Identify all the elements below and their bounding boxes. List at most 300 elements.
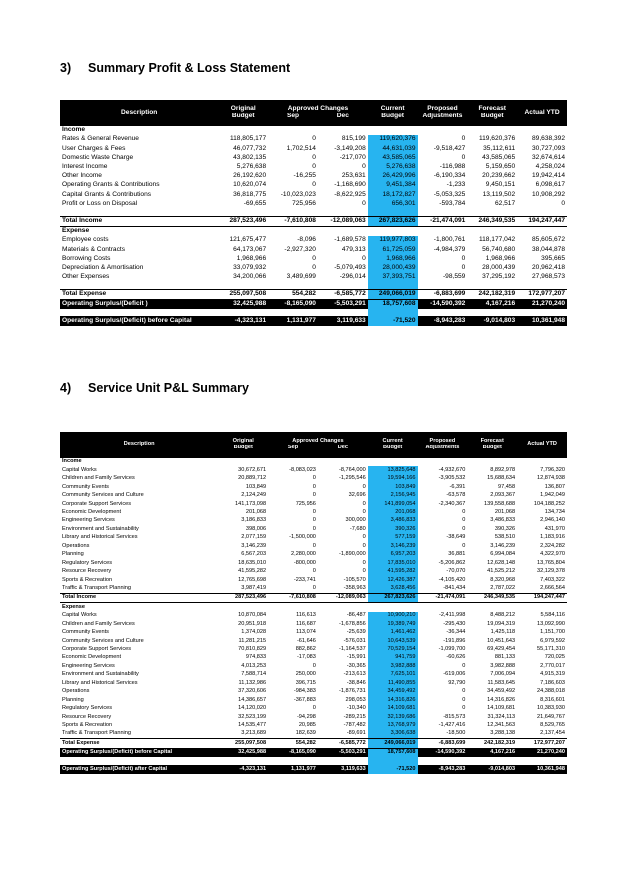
table-row (60, 629, 567, 637)
col-header-approved-changes: Approved Changes (268, 432, 368, 445)
table-row (60, 500, 567, 508)
category-label-income: Income (62, 458, 82, 465)
forecast-budget-cell: 41,525,212 (487, 568, 516, 575)
row-label: Traffic & Transport Planning (62, 584, 132, 591)
table-row (60, 273, 567, 282)
row-label: Operating Surplus/(Deficit) before Capital (60, 748, 218, 757)
actual-ytd-cell: 194,247,447 (517, 594, 567, 603)
forecast-budget-cell: 15,688,634 (487, 475, 516, 482)
dec-change-cell: 3,119,633 (318, 765, 368, 773)
current-budget-cell (368, 309, 418, 316)
original-budget-cell (218, 209, 268, 217)
row-label: Community Events (62, 483, 109, 490)
actual-ytd-cell: 55,171,310 (537, 646, 565, 653)
forecast-budget-cell: 37,295,192 (482, 273, 516, 281)
actual-ytd-cell: 19,942,414 (531, 172, 565, 180)
actual-ytd-cell: 1,942,049 (540, 492, 565, 499)
forecast-budget-cell: 4,167,216 (467, 748, 517, 757)
current-budget-cell: 267,823,626 (368, 594, 418, 603)
current-budget-cell: -71,520 (368, 765, 418, 773)
table-row (60, 688, 567, 696)
current-budget-cell: 141,899,054 (368, 500, 418, 508)
dec-change-cell: 300,000 (345, 517, 366, 524)
forecast-budget-cell: 246,349,535 (467, 216, 517, 226)
row-label: Depreciation & Amortisation (62, 263, 144, 271)
row-label: Regulatory Services (62, 705, 113, 712)
proposed-adjustment-cell: -70,070 (446, 568, 466, 575)
sep-change-cell: 0 (312, 584, 316, 591)
current-budget-cell: 14,109,681 (368, 705, 418, 713)
forecast-budget-cell (467, 209, 517, 217)
original-budget-cell: 4,013,253 (241, 662, 267, 669)
col-header-original-2: Budget (218, 445, 268, 458)
dec-change-cell: 0 (362, 500, 366, 507)
col-header-forecast-2: Budget (467, 113, 517, 126)
spacer-row (60, 309, 567, 316)
original-budget-cell: 3,146,239 (241, 542, 267, 549)
forecast-budget-cell: 881,133 (494, 654, 516, 661)
proposed-adjustment-cell: -1,800,761 (433, 236, 466, 244)
dec-change-cell: -10,340 (346, 705, 366, 712)
forecast-budget-cell: 4,167,216 (467, 300, 517, 310)
proposed-adjustment-cell: -6,391 (449, 483, 466, 490)
current-budget-cell: 26,429,996 (368, 172, 418, 181)
col-header-forecast-2: Budget (467, 445, 517, 458)
original-budget-cell: 7,588,714 (241, 671, 267, 678)
sep-change-cell: -8,096 (297, 236, 316, 244)
original-budget-cell: 287,523,496 (218, 594, 268, 603)
forecast-budget-cell: 5,159,650 (485, 163, 516, 171)
current-budget-cell: 41,595,282 (368, 568, 418, 576)
dec-change-cell: 0 (362, 254, 366, 262)
proposed-adjustment-cell: -4,105,420 (438, 576, 466, 583)
col-header-actual-ytd: Actual YTD (517, 100, 567, 126)
forecast-budget-cell: 246,349,535 (467, 594, 517, 603)
dec-change-cell: -38,846 (346, 679, 366, 686)
sep-change-cell (268, 282, 318, 290)
table-row (60, 475, 567, 483)
table-row (60, 654, 567, 662)
actual-ytd-cell (517, 757, 567, 765)
col-header-forecast: Forecast (467, 432, 517, 445)
original-budget-cell: 255,097,508 (218, 739, 268, 748)
sep-change-cell: -10,023,023 (280, 190, 316, 198)
row-label: Total Expense (60, 290, 218, 300)
table-row (60, 254, 567, 263)
actual-ytd-cell: 32,674,614 (531, 153, 565, 161)
sep-change-cell: 0 (312, 568, 316, 575)
dec-change-cell: 815,199 (341, 135, 366, 143)
forecast-budget-cell: 8,320,968 (490, 576, 516, 583)
table-row (60, 551, 567, 559)
original-budget-cell: 37,320,606 (238, 688, 267, 695)
proposed-adjustment-cell: 0 (461, 254, 466, 262)
proposed-adjustment-cell: -5,053,325 (433, 190, 466, 198)
dec-change-cell: 0 (362, 163, 366, 171)
actual-ytd-cell: 2,666,564 (540, 584, 565, 591)
current-budget-cell: 17,835,010 (368, 559, 418, 567)
original-budget-cell: 26,192,620 (233, 172, 267, 180)
table-row (60, 559, 567, 567)
actual-ytd-cell: 5,584,116 (540, 612, 565, 619)
row-label: Environment and Sustainability (62, 671, 139, 678)
forecast-budget-cell: 8,892,978 (490, 466, 516, 473)
sep-change-cell: 0 (312, 181, 316, 189)
original-budget-cell: -4,323,131 (218, 316, 268, 325)
proposed-adjustment-cell: -2,340,367 (438, 500, 466, 507)
dec-change-cell: -8,622,925 (334, 190, 366, 198)
forecast-budget-cell: 13,119,502 (482, 190, 516, 198)
current-budget-cell: -71,520 (368, 316, 418, 325)
original-budget-cell (218, 282, 268, 290)
forecast-budget-cell: 242,182,319 (467, 290, 517, 300)
original-budget-cell: 20,951,918 (238, 620, 267, 627)
section-4-title-text: Service Unit P&L Summary (88, 381, 249, 395)
actual-ytd-cell: 27,968,573 (531, 273, 565, 281)
table-row (60, 713, 567, 721)
dec-change-cell (318, 309, 368, 316)
sep-change-cell (268, 209, 318, 217)
current-budget-cell: 201,068 (368, 509, 418, 517)
col-header-description: Description (60, 100, 218, 126)
table-row (60, 172, 567, 181)
row-label: Domestic Waste Charge (62, 153, 134, 161)
dec-change-cell: -8,764,000 (338, 466, 366, 473)
original-budget-cell: 43,802,135 (233, 153, 267, 161)
dec-change-cell: -86,487 (346, 612, 366, 619)
row-label: Capital Grants & Contributions (62, 190, 152, 198)
forecast-budget-cell: 97,458 (498, 483, 516, 490)
forecast-budget-cell: 139,558,688 (484, 500, 516, 507)
original-budget-cell: 41,595,282 (238, 568, 267, 575)
sep-change-cell: 0 (312, 705, 316, 712)
proposed-adjustment-cell: 0 (462, 525, 466, 532)
actual-ytd-cell: 172,977,207 (517, 290, 567, 300)
actual-ytd-cell: 89,638,392 (531, 135, 565, 143)
table-row (60, 542, 567, 550)
surplus-after-capital-row (60, 765, 567, 773)
actual-ytd-cell: 10,908,292 (531, 190, 565, 198)
col-header-sep: Sep (268, 445, 318, 458)
forecast-budget-cell: 8,488,212 (490, 612, 516, 619)
dec-change-cell: -1,890,000 (338, 551, 366, 558)
proposed-adjustment-cell: 0 (462, 705, 466, 712)
forecast-budget-cell: 1,968,966 (485, 254, 516, 262)
original-budget-cell: 46,077,732 (233, 144, 267, 152)
sep-change-cell: 116,687 (296, 620, 316, 627)
forecast-budget-cell: 31,324,113 (487, 713, 516, 720)
proposed-adjustment-cell: -21,474,091 (418, 594, 468, 603)
sep-change-cell: 0 (312, 525, 316, 532)
forecast-budget-cell: 11,583,645 (487, 679, 516, 686)
original-budget-cell: 32,425,988 (218, 748, 268, 757)
current-budget-cell: 2,156,945 (368, 492, 418, 500)
table-row (60, 526, 567, 534)
original-budget-cell: 2,077,159 (241, 534, 267, 541)
table-row (60, 637, 567, 645)
current-budget-cell: 44,631,039 (368, 144, 418, 153)
actual-ytd-cell: 0 (561, 199, 565, 207)
dec-change-cell: 479,313 (341, 245, 366, 253)
row-label: Total Expense (60, 739, 218, 748)
forecast-budget-cell: 119,620,376 (478, 135, 516, 143)
dec-change-cell: -6,585,772 (318, 290, 368, 300)
forecast-budget-cell: 62,517 (494, 199, 516, 207)
original-budget-cell: -69,655 (243, 199, 267, 207)
col-header-proposed: Proposed (418, 432, 468, 445)
original-budget-cell: 36,818,775 (233, 190, 267, 198)
current-budget-cell: 18,172,827 (368, 190, 418, 199)
sep-change-cell: 250,000 (295, 671, 316, 678)
row-label: Capital Works (62, 612, 97, 619)
proposed-adjustment-cell (418, 757, 468, 765)
row-label: Community Events (62, 629, 109, 636)
sep-change-cell: -233,741 (293, 576, 316, 583)
original-budget-cell: 34,200,066 (233, 273, 267, 281)
table-row (60, 245, 567, 254)
current-budget-cell: 656,301 (368, 200, 418, 209)
spacer-row (60, 209, 567, 217)
current-budget-cell: 18,757,608 (368, 300, 418, 310)
forecast-budget-cell (467, 757, 517, 765)
dec-change-cell: -12,089,063 (318, 216, 368, 226)
row-label: Interest Income (62, 163, 108, 171)
actual-ytd-cell: 21,270,240 (517, 300, 567, 310)
row-label: Other Income (62, 172, 102, 180)
actual-ytd-cell: 38,044,878 (531, 245, 565, 253)
dec-change-cell: -1,164,537 (338, 646, 366, 653)
current-budget-cell: 941,759 (368, 654, 418, 662)
proposed-adjustment-cell: -38,649 (446, 534, 466, 541)
sep-change-cell: 182,639 (295, 730, 316, 737)
proposed-adjustment-cell: 92,790 (448, 679, 466, 686)
actual-ytd-cell: 13,092,990 (537, 620, 565, 627)
original-budget-cell (218, 309, 268, 316)
actual-ytd-cell: 21,649,767 (537, 713, 565, 720)
table-row (60, 585, 567, 594)
dec-change-cell: -213,613 (343, 671, 366, 678)
forecast-budget-cell: 34,459,492 (487, 688, 516, 695)
dec-change-cell: 0 (362, 568, 366, 575)
proposed-adjustment-cell: -8,943,283 (418, 765, 468, 773)
row-label: Engineering Services (62, 662, 115, 669)
spacer-row (60, 757, 567, 765)
original-budget-cell: 14,386,657 (238, 696, 267, 703)
row-label: Community Services and Culture (62, 492, 144, 499)
sep-change-cell: -984,383 (293, 688, 316, 695)
forecast-budget-cell: 2,787,022 (490, 584, 516, 591)
dec-change-cell: -25,639 (346, 629, 366, 636)
forecast-budget-cell (467, 309, 517, 316)
original-budget-cell: 1,374,028 (241, 629, 267, 636)
total-expense-row (60, 290, 567, 300)
sep-change-cell: -17,083 (296, 654, 316, 661)
original-budget-cell: 11,281,215 (238, 637, 267, 644)
dec-change-cell: -289,215 (343, 713, 366, 720)
current-budget-cell (368, 209, 418, 217)
sep-change-cell: -8,083,023 (289, 466, 316, 473)
col-header-current-2: Budget (368, 113, 418, 126)
forecast-budget-cell: 69,429,454 (487, 646, 516, 653)
col-header-proposed-2: Adjustments (418, 113, 468, 126)
original-budget-cell: 287,523,496 (218, 216, 268, 226)
current-budget-cell: 34,459,492 (368, 688, 418, 696)
sep-change-cell: -7,610,808 (268, 594, 318, 603)
proposed-adjustment-cell: -6,190,334 (433, 172, 466, 180)
sep-change-cell: -7,610,808 (268, 216, 318, 226)
forecast-budget-cell: 3,982,888 (490, 662, 516, 669)
forecast-budget-cell: 538,510 (494, 534, 516, 541)
current-budget-cell: 3,486,833 (368, 517, 418, 525)
proposed-adjustment-cell: -1,427,416 (438, 721, 466, 728)
sep-change-cell: 0 (312, 542, 316, 549)
actual-ytd-cell: 32,129,378 (537, 568, 565, 575)
current-budget-cell: 119,977,803 (368, 236, 418, 245)
original-budget-cell: 32,425,988 (218, 300, 268, 310)
forecast-budget-cell: 3,146,239 (490, 542, 516, 549)
sep-change-cell: 113,074 (296, 629, 316, 636)
original-budget-cell: 70,810,829 (238, 646, 267, 653)
dec-change-cell: -787,482 (343, 721, 366, 728)
row-label: Total Income (60, 594, 218, 603)
dec-change-cell: 0 (362, 559, 366, 566)
forecast-budget-cell: 20,239,662 (482, 172, 516, 180)
sep-change-cell: 0 (312, 254, 316, 262)
forecast-budget-cell: 10,451,643 (487, 637, 516, 644)
original-budget-cell: 6,567,203 (241, 551, 267, 558)
current-budget-cell: 19,389,749 (368, 620, 418, 628)
original-budget-cell: 14,535,477 (238, 721, 267, 728)
sep-change-cell: 0 (312, 662, 316, 669)
dec-change-cell: 253,631 (341, 172, 366, 180)
dec-change-cell: -296,014 (339, 273, 366, 281)
row-label (60, 282, 218, 290)
proposed-adjustment-cell: -5,206,862 (438, 559, 466, 566)
col-header-description: Description (60, 432, 218, 458)
current-budget-cell: 18,757,608 (368, 748, 418, 757)
row-label: Planning (62, 551, 84, 558)
section-3-number: 3) (60, 61, 72, 75)
dec-change-cell: -3,149,208 (334, 144, 366, 152)
sep-change-cell: 0 (312, 163, 316, 171)
original-budget-cell: 1,968,966 (236, 254, 267, 262)
sep-change-cell: -94,298 (296, 713, 316, 720)
proposed-adjustment-cell: 0 (462, 662, 466, 669)
proposed-adjustment-cell: 0 (462, 688, 466, 695)
row-label: Children and Family Services (62, 620, 135, 627)
row-label: Traffic & Transport Planning (62, 730, 132, 737)
row-label: Children and Family Services (62, 475, 135, 482)
original-budget-cell: 3,987,419 (241, 584, 267, 591)
proposed-adjustment-cell: -63,578 (446, 492, 466, 499)
row-label: Economic Development (62, 654, 122, 661)
current-budget-cell: 43,585,065 (368, 154, 418, 163)
col-header-forecast: Forecast (467, 100, 517, 113)
dec-change-cell: -1,678,856 (338, 620, 366, 627)
current-budget-cell: 249,066,019 (368, 739, 418, 748)
table-row (60, 646, 567, 654)
actual-ytd-cell: 21,270,240 (517, 748, 567, 757)
row-label: Other Expenses (62, 273, 110, 281)
sep-change-cell: 725,956 (292, 199, 316, 207)
row-label: Rates & General Revenue (62, 135, 139, 143)
sep-change-cell: 0 (312, 483, 316, 490)
row-label: Community Services and Culture (62, 637, 144, 644)
original-budget-cell: 3,186,833 (241, 517, 267, 524)
sep-change-cell: -8,165,090 (268, 300, 318, 310)
dec-change-cell: -7,680 (349, 525, 366, 532)
table-row (60, 696, 567, 704)
section-4-title (60, 381, 249, 395)
section-4-number: 4) (60, 381, 72, 395)
table-row (60, 509, 567, 517)
current-budget-cell: 1,968,966 (368, 254, 418, 263)
dec-change-cell: -576,031 (343, 637, 366, 644)
actual-ytd-cell: 2,946,140 (540, 517, 565, 524)
row-label: Operations (62, 688, 90, 695)
dec-change-cell: 298,053 (345, 696, 366, 703)
proposed-adjustment-cell: 0 (462, 696, 466, 703)
proposed-adjustment-cell: 0 (461, 263, 466, 271)
col-header-dec: Dec (318, 445, 368, 458)
row-label (60, 309, 218, 316)
proposed-adjustment-cell: -8,943,283 (418, 316, 468, 325)
sep-change-cell: -1,500,000 (289, 534, 316, 541)
current-budget-cell: 10,900,210 (368, 612, 418, 620)
proposed-adjustment-cell: 0 (462, 517, 466, 524)
sep-change-cell: -61,646 (296, 637, 316, 644)
row-label (60, 209, 218, 217)
row-label: Operating Surplus/(Deficit ) (60, 300, 218, 310)
dec-change-cell: 32,696 (348, 492, 366, 499)
current-budget-cell: 32,139,686 (368, 713, 418, 721)
current-budget-cell (368, 757, 418, 765)
table-row (60, 236, 567, 245)
current-budget-cell: 61,725,059 (368, 245, 418, 254)
proposed-adjustment-cell: -2,411,998 (438, 612, 466, 619)
proposed-adjustment-cell: -14,590,392 (418, 748, 468, 757)
actual-ytd-cell: 4,322,970 (540, 551, 565, 558)
forecast-budget-cell: 201,068 (494, 509, 516, 516)
row-label: Capital Works (62, 466, 97, 473)
sep-change-cell: 3,489,699 (286, 273, 316, 281)
forecast-budget-cell: 12,341,563 (487, 721, 516, 728)
total-income-row (60, 594, 567, 603)
sep-change-cell: -16,255 (293, 172, 316, 180)
forecast-budget-cell: 56,740,680 (482, 245, 516, 253)
table-row (60, 576, 567, 584)
proposed-adjustment-cell: -6,883,699 (418, 739, 468, 748)
category-label-income: Income (62, 126, 86, 134)
operating-surplus-row (60, 300, 567, 310)
forecast-budget-cell: 14,316,826 (487, 696, 516, 703)
total-income-row (60, 216, 567, 226)
original-budget-cell: 12,765,698 (238, 576, 267, 583)
original-budget-cell: 10,620,074 (233, 181, 267, 189)
row-label: Corporate Support Services (62, 646, 132, 653)
actual-ytd-cell: 1,183,916 (540, 534, 565, 541)
col-header-original: Original (218, 432, 268, 445)
col-header-approved-changes: Approved Changes (268, 100, 368, 113)
sep-change-cell: 0 (312, 475, 316, 482)
original-budget-cell: 33,079,932 (233, 263, 267, 271)
dec-change-cell: -1,876,731 (338, 688, 366, 695)
sep-change-cell: 882,862 (295, 646, 316, 653)
forecast-budget-cell: 1,425,118 (490, 629, 516, 636)
dec-change-cell: 0 (362, 534, 366, 541)
forecast-budget-cell: 118,177,042 (478, 236, 516, 244)
table-row (60, 190, 567, 199)
